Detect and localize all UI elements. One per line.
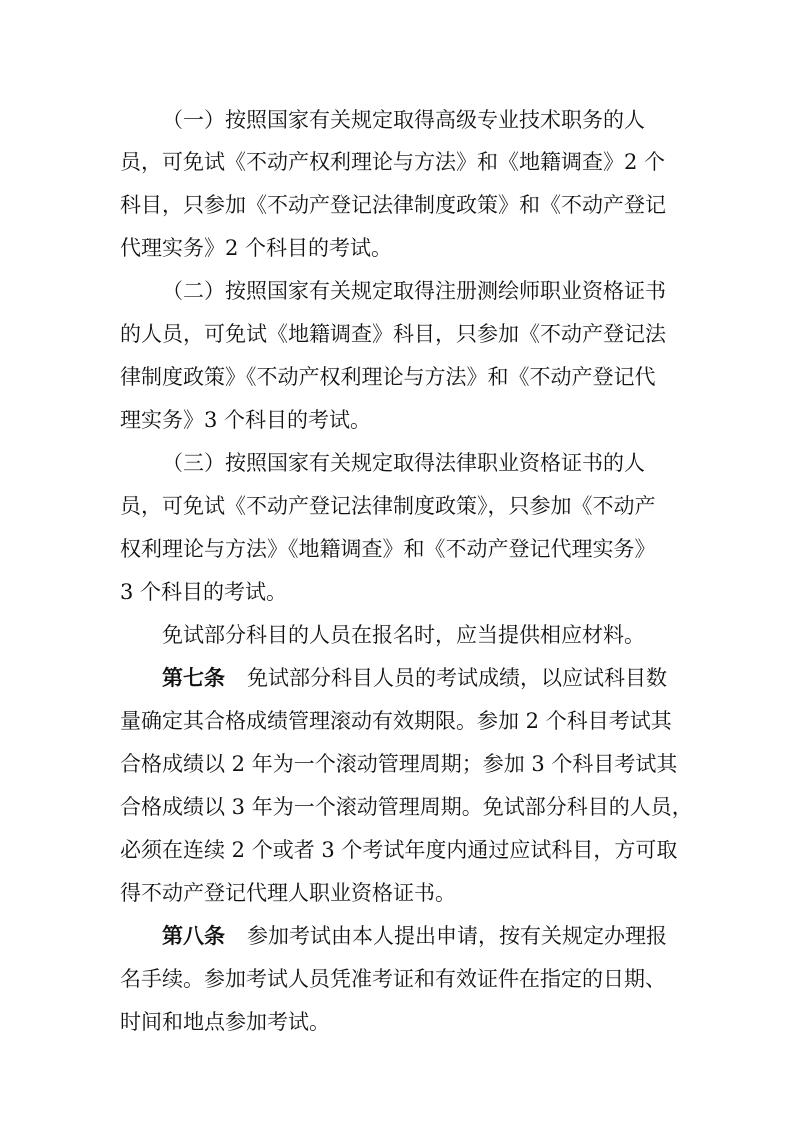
paragraph-2-line-3 [0, 355, 793, 399]
paragraph-2-line-3-text: 律制度政策》《不动产权利理论与方法》和《不动产登记代 [120, 365, 656, 389]
paragraph-1-line-2-text: 员，可免试《不动产权利理论与方法》和《地籍调查》2 个 [120, 150, 666, 174]
article-8-line-3 [0, 1000, 793, 1044]
article-7-line-3-text: 合格成绩以 2 年为一个滚动管理周期；参加 3 个科目考试其 [120, 752, 678, 776]
paragraph-1-line-2 [0, 140, 793, 184]
paragraph-2-line-1-text: （二）按照国家有关规定取得注册测绘师职业资格证书 [162, 279, 666, 303]
paragraph-3-line-3-text: 权利理论与方法》《地籍调查》和《不动产登记代理实务》 [120, 537, 656, 561]
paragraph-3-line-2-text: 员，可免试《不动产登记法律制度政策》，只参加《不动产 [120, 494, 656, 518]
article-7-line-5-text: 必须在连续 2 个或者 3 个考试年度内通过应试科目，方可取 [120, 838, 678, 862]
article-8-line-2 [0, 957, 793, 1001]
article-7-line-6-text: 得不动产登记代理人职业资格证书。 [120, 881, 456, 905]
paragraph-2-line-2 [0, 312, 793, 356]
paragraph-2-line-4-text: 理实务》3 个科目的考试。 [120, 408, 372, 432]
article-8-line-2-text: 名手续。参加考试人员凭准考证和有效证件在指定的日期、 [120, 967, 666, 991]
paragraph-2-line-4 [0, 398, 793, 442]
article-8-line-1 [0, 914, 793, 958]
article-7-line-4 [0, 785, 793, 829]
article-7-heading: 第七条 [162, 665, 225, 690]
paragraph-1-line-4 [0, 226, 793, 270]
paragraph-3-line-3 [0, 527, 793, 571]
paragraph-1-line-4-text: 代理实务》2 个科目的考试。 [120, 236, 393, 260]
paragraph-3-line-1-text: （三）按照国家有关规定取得法律职业资格证书的人 [162, 451, 645, 475]
article-7-line-6 [0, 871, 793, 915]
paragraph-2-line-1 [0, 269, 793, 313]
paragraph-1-line-3-text: 科目，只参加《不动产登记法律制度政策》和《不动产登记 [120, 193, 666, 217]
paragraph-2-line-2-text: 的人员，可免试《地籍调查》科目，只参加《不动产登记法 [120, 322, 666, 346]
article-7-line-4-text: 合格成绩以 3 年为一个滚动管理周期。免试部分科目的人员， [120, 795, 693, 819]
paragraph-4-line-1 [0, 613, 793, 657]
paragraph-3-line-2 [0, 484, 793, 528]
article-8-heading: 第八条 [162, 923, 225, 948]
article-8-line-1-text: 参加考试由本人提出申请，按有关规定办理报 [247, 924, 667, 948]
paragraph-1-line-1-text: （一）按照国家有关规定取得高级专业技术职务的人 [162, 108, 645, 132]
paragraph-3-line-1 [0, 441, 793, 485]
paragraph-1-line-3 [0, 183, 793, 227]
paragraph-3-line-4-text: 3 个科目的考试。 [120, 580, 288, 604]
article-7-line-2 [0, 699, 793, 743]
article-8-line-3-text: 时间和地点参加考试。 [120, 1010, 330, 1034]
paragraph-3-line-4 [0, 570, 793, 614]
article-7-line-1 [0, 656, 793, 700]
article-7-line-3 [0, 742, 793, 786]
paragraph-4-line-1-text: 免试部分科目的人员在报名时，应当提供相应材料。 [162, 623, 645, 647]
article-7-line-2-text: 量确定其合格成绩管理滚动有效期限。参加 2 个科目考试其 [120, 709, 672, 733]
paragraph-1-line-1 [0, 98, 793, 142]
article-7-line-5 [0, 828, 793, 872]
article-7-line-1-text: 免试部分科目人员的考试成绩，以应试科目数 [247, 666, 667, 690]
